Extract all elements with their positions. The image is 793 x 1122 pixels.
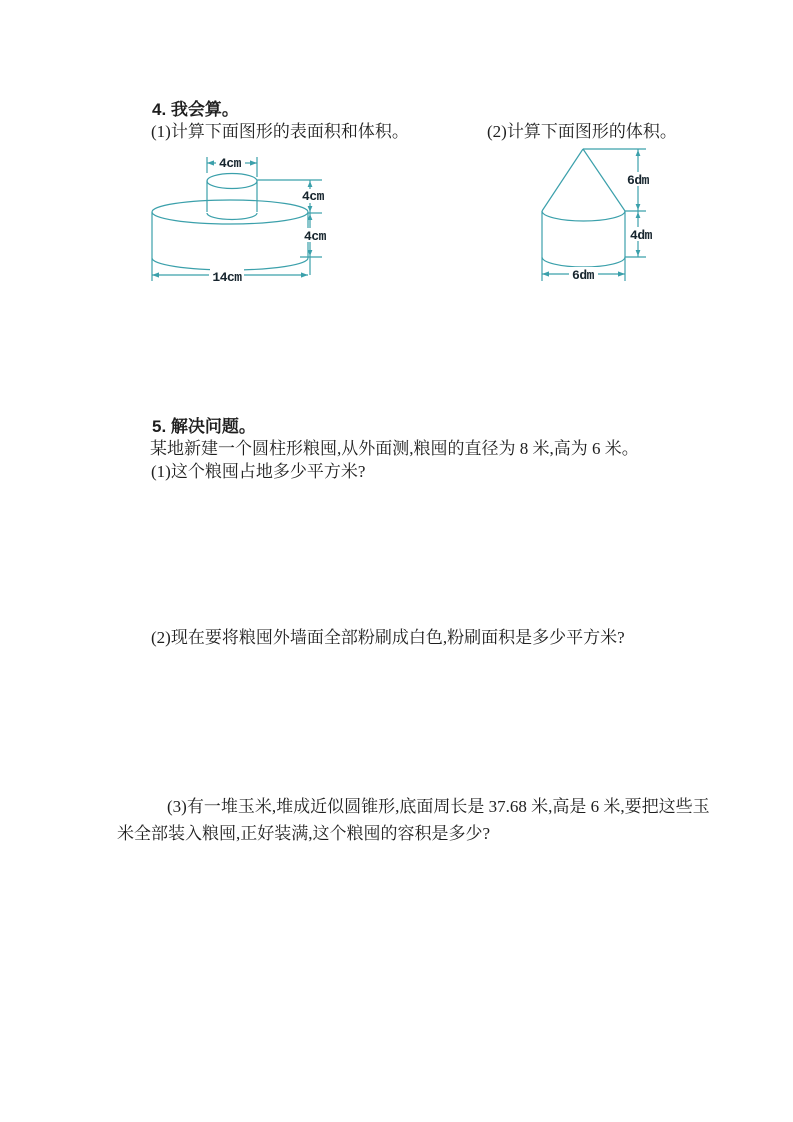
q5-part3-line1: (3)有一堆玉米,堆成近似圆锥形,底面周长是 37.68 米,高是 6 米,要把这些玉 — [167, 797, 710, 816]
fig1-top-diameter-label: 4cm — [219, 156, 241, 171]
q5-part3-line2: 米全部装入粮囤,正好装满,这个粮囤的容积是多少? — [117, 824, 491, 843]
fig2-cone-height-label: 6dm — [627, 173, 649, 188]
fig2-bottom-diameter-label: 6dm — [572, 268, 594, 283]
q5-header: 5. 解决问题。 — [152, 417, 256, 436]
fig1-bottom-diameter-label: 14cm — [212, 270, 242, 285]
fig1-lower-height-label: 4cm — [304, 229, 326, 244]
q4-part2-label: (2)计算下面图形的体积。 — [487, 122, 677, 141]
fig2-cylinder-height-label: 4dm — [630, 228, 652, 243]
figure-cone-on-cylinder — [528, 144, 668, 290]
q5-part2: (2)现在要将粮囤外墙面全部粉刷成白色,粉刷面积是多少平方米? — [151, 628, 625, 647]
q4-header: 4. 我会算。 — [152, 100, 239, 119]
fig1-upper-height-label: 4cm — [302, 189, 324, 204]
q5-part1: (1)这个粮囤占地多少平方米? — [151, 462, 366, 481]
q5-intro: 某地新建一个圆柱形粮囤,从外面测,粮囤的直径为 8 米,高为 6 米。 — [150, 439, 639, 458]
q4-part1-label: (1)计算下面图形的表面积和体积。 — [151, 122, 409, 141]
figure-cylinder-composite — [140, 148, 355, 290]
